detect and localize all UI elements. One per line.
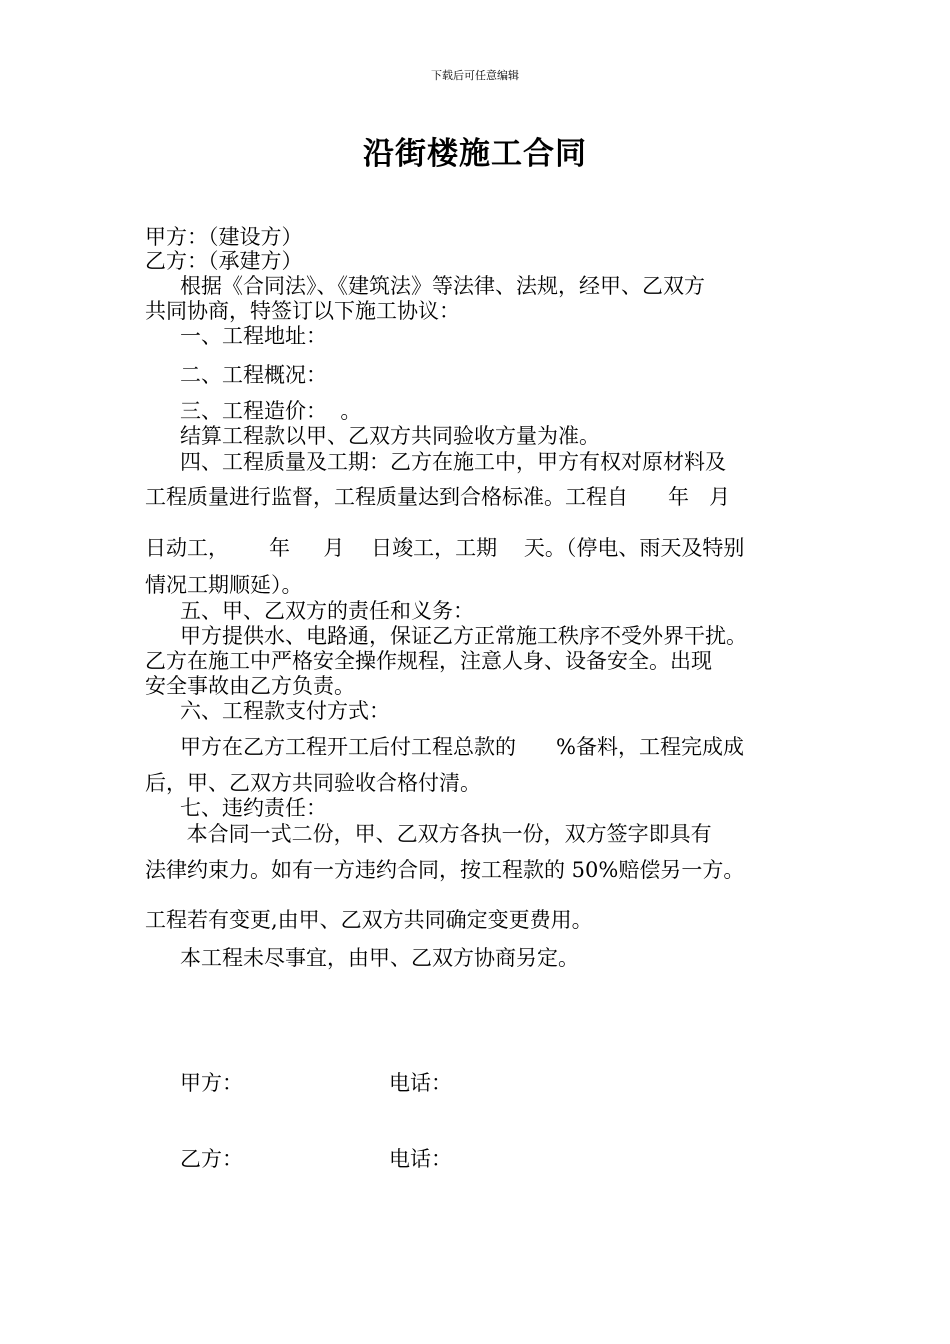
clause-1-address: 一、工程地址： bbox=[180, 324, 327, 348]
clause-7-line-2: 法律约束力。如有一方违约合同，按工程款的 50%赔偿另一方。 bbox=[145, 858, 745, 882]
clause-5-line-2: 乙方在施工中严格安全操作规程，注意人身、设备安全。出现 bbox=[145, 649, 712, 673]
intro-line-2: 共同协商，特签订以下施工协议： bbox=[145, 299, 460, 323]
clause-6-line-2: 后，甲、乙双方共同验收合格付清。 bbox=[145, 771, 481, 795]
clause-5-line-1: 甲方提供水、电路通，保证乙方正常施工秩序不受外界干扰。 bbox=[180, 624, 747, 648]
party-b-line: 乙方：（承建方） bbox=[145, 249, 303, 273]
final-clause: 本工程未尽事宜，由甲、乙双方协商另定。 bbox=[180, 946, 579, 970]
clause-3-cost: 三、工程造价： 。 bbox=[180, 399, 362, 423]
clause-7-heading: 七、违约责任： bbox=[180, 796, 327, 820]
party-a-line: 甲方：（建设方） bbox=[145, 225, 303, 249]
intro-line-1: 根据《合同法》、《建筑法》等法律、法规，经甲、乙双方 bbox=[180, 274, 705, 298]
clause-6-heading: 六、工程款支付方式： bbox=[180, 699, 390, 723]
signature-party-b-phone: 电话： bbox=[389, 1147, 452, 1171]
header-note: 下载后可任意编辑 bbox=[431, 69, 519, 82]
clause-5-line-3: 安全事故由乙方负责。 bbox=[145, 674, 355, 698]
signature-party-a: 甲方： bbox=[180, 1071, 243, 1095]
change-clause: 工程若有变更,由甲、乙双方共同确定变更费用。 bbox=[145, 908, 593, 932]
clause-2-overview: 二、工程概况： bbox=[180, 363, 327, 387]
document-title: 沿街楼施工合同 bbox=[363, 136, 587, 172]
signature-party-b: 乙方： bbox=[180, 1147, 243, 1171]
settlement-line: 结算工程款以甲、乙双方共同验收方量为准。 bbox=[180, 424, 600, 448]
clause-6-line-1: 甲方在乙方工程开工后付工程总款的 %备料，工程完成成 bbox=[180, 735, 745, 759]
clause-4-line-1: 四、工程质量及工期：乙方在施工中，甲方有权对原材料及 bbox=[180, 450, 726, 474]
clause-4-line-4: 情况工期顺延）。 bbox=[145, 573, 303, 597]
clause-7-line-1: 本合同一式二份，甲、乙双方各执一份，双方签字即具有 bbox=[180, 822, 712, 846]
clause-4-line-3: 日动工， 年 月 日竣工，工期 天。（停电、雨天及特别 bbox=[145, 536, 745, 560]
clause-5-heading: 五、甲、乙双方的责任和义务： bbox=[180, 599, 474, 623]
signature-party-a-phone: 电话： bbox=[389, 1071, 452, 1095]
clause-4-line-2: 工程质量进行监督，工程质量达到合格标准。工程自 年 月 bbox=[145, 485, 731, 509]
